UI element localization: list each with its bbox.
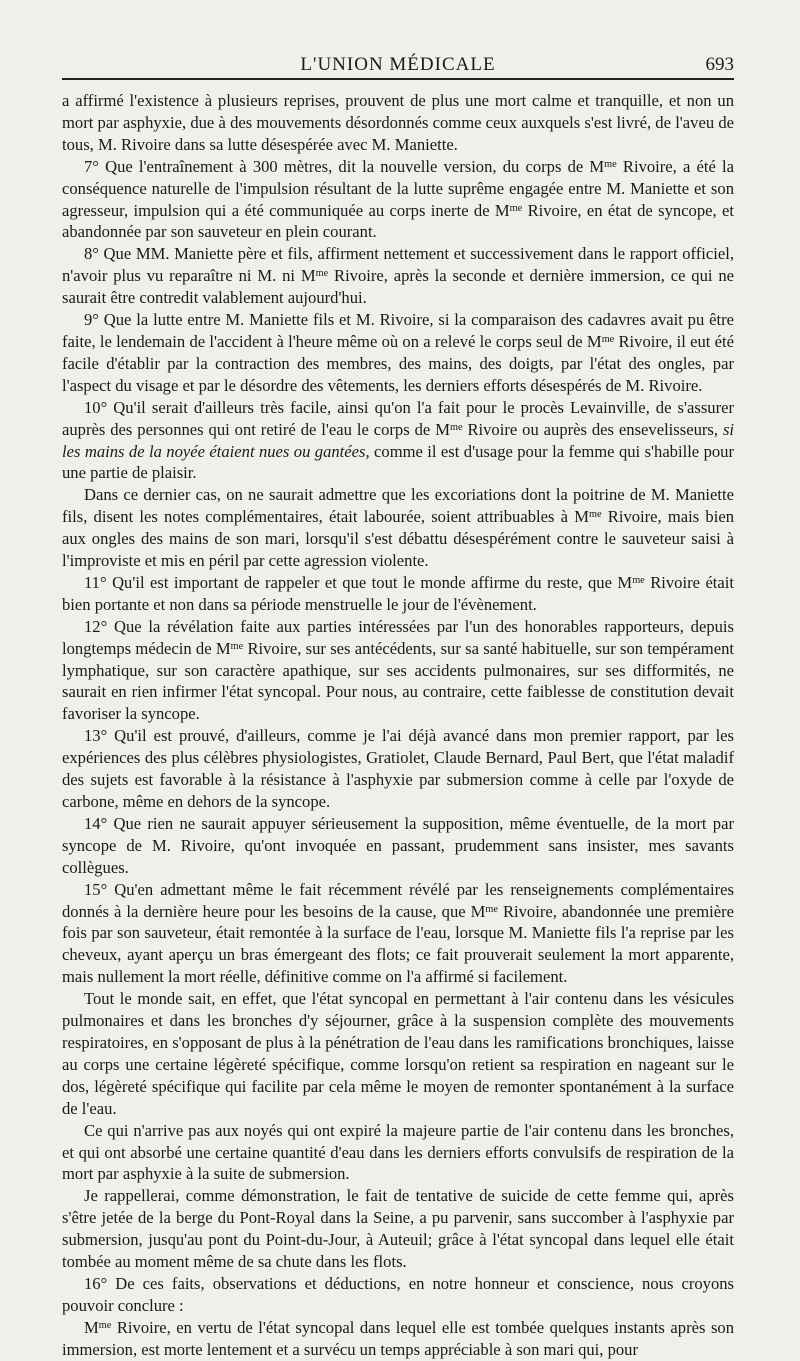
running-title: L'UNION MÉDICALE [300, 54, 496, 75]
superscript: me [98, 1319, 112, 1331]
page-header [62, 52, 734, 80]
superscript: me [601, 333, 615, 345]
article-body [62, 90, 734, 1361]
paragraph: Je rappellerai, comme démonstration, le fait de tentative de suicide de cette femme qui, après s'être jetée de la berge du Pont-Royal dans la Seine, a pu parvenir, sans succomber à l'asphyxie par submersion, jusqu'au pont du Point-du-Jour, à Auteuil; grâce à l'état syncopal dans lequel elle était tombée au moment même de sa chute dans les flots. [62, 1186, 734, 1272]
italic-phrase: si les mains de la noyée étaient nues ou gantées, [62, 419, 735, 461]
paragraph: Ce qui n'arrive pas aux noyés qui ont expiré la majeure partie de l'air contenu dans les bronches, et qui ont absorbé une certaine quantité d'eau dans les derniers efforts convulsifs de respiration de la mort par asphyxie à la suite de submersion. [62, 1120, 734, 1184]
paragraph: Dans ce dernier cas, on ne saurait admettre que les excoriations dont la poitrine de M. Maniette fils, disent les notes complémentaires, était labourée, soient attribuables à $M^{me}$ Rivoire, mais bien aux ongles des mains de son mari, lorsqu'il s'est débattu désespérément contre le sauveteur saisi à l'improviste et mis en péril par cette agression violente. [62, 485, 735, 571]
superscript: me [509, 202, 523, 214]
paragraph: 14° Que rien ne saurait appuyer sérieusement la supposition, même éventuelle, de la mort par syncope de M. Rivoire, qu'ont invoquée en passant, prudemment sans insister, mes savants collègues. [62, 813, 734, 877]
superscript: me [632, 574, 645, 586]
paragraph: 16° De ces faits, observations et déductions, en notre honneur et conscience, nous croyons pouvoir conclure : [62, 1273, 734, 1315]
superscript: me [485, 903, 498, 915]
paragraph [62, 397, 734, 485]
paragraph: 13° Qu'il est prouvé, d'ailleurs, comme je l'ai déjà avancé dans mon premier rapport, par les expériences des plus célèbres physiologistes, Gratiolet, Claude Bernard, Paul Bert, que l'état maladif des sujets est favorable à la résistance à l'asphyxie par submersion comme à celle par l'oxyde de carbone, même en dehors de la syncope. [62, 726, 734, 811]
page-number: 693 [705, 54, 734, 75]
superscript: me [604, 158, 617, 170]
paragraph-text: comme il est d'usage pour la femme qui s'habille pour une partie de plaisir. [62, 441, 735, 483]
paragraph: 7° Que l'entraînement à 300 mètres, dit la nouvelle version, du corps de $M^{me}$ Rivoire, a été la conséquence naturelle de l'impulsion résultant de la lutte suprême engagée entre M. Maniette et son agresseur, impulsion qui a été communiquée au corps inerte de $M^{me}$ Rivoire, en état de syncope, et abandonnée par son sauveteur en plein courant. [62, 156, 734, 242]
paragraph: a affirmé l'existence à plusieurs reprises, prouvent de plus une mort calme et tranquille, et non un mort par asphyxie, due à des mouvements désordonnés comme ceux auxquels s'est livré, de l'aveu de tous, M. Rivoire dans sa lutte désespérée avec M. Maniette. [62, 91, 734, 154]
superscript: me [449, 421, 463, 433]
paragraph-text: 10° Qu'il serait d'ailleurs très facile, ainsi qu'on l'a fait pour le procès Levainville, de s'assurer auprès des personnes qui ont retiré de l'eau le corps de $M^{me}$ Rivoire ou auprès des ensevelisseurs, [62, 397, 734, 439]
paragraph: $M^{me}$ Rivoire, en vertu de l'état syncopal dans lequel elle est tombée quelques instants après son immersion, est morte lentement et a survécu un temps appréciable à son mari qui, pour [62, 1317, 734, 1359]
paragraph: 8° Que MM. Maniette père et fils, affirment nettement et successivement dans le rapport officiel, n'avoir plus vu reparaître ni M. ni $M^{me}$ Rivoire, après la seconde et dernière immersion, ce qui ne saurait être contredit valablement aujourd'hui. [62, 244, 734, 308]
superscript: me [315, 268, 329, 280]
paragraph: 9° Que la lutte entre M. Maniette fils et M. Rivoire, si la comparaison des cadavres avait pu être faite, le lendemain de l'accident à l'heure même où on a relevé le corps seul de $M^{me}$ Rivoire, il eut été facile d'établir par la contraction des membres, des mains, des doigts, par l'état des ongles, par l'aspect du visage et par le désordre des vêtements, les derniers efforts désespérés de M. Rivoire. [62, 310, 734, 395]
paragraph: 12° Que la révélation faite aux parties intéressées par l'un des honorables rapporteurs, depuis longtemps médecin de $M^{me}$ Rivoire, sur ses antécédents, sur sa santé habituelle, sur son tempérament lymphatique, sur son caractère apathique, sur ses accidents pulmonaires, sur ses difformités, ne saurait en rien infirmer l'état syncopal. Pour nous, au contraire, cette faiblesse de constitution devait favoriser la syncope. [62, 616, 734, 724]
paragraph: Tout le monde sait, en effet, que l'état syncopal en permettant à l'air contenu dans les vésicules pulmonaires et dans les bronches d'y séjourner, grâce à la suspension complète des mouvements respiratoires, en s'opposant de plus à la pénétration de l'eau dans les ramifications bronchiques, laisse au corps une certaine légèreté spécifique, comme lorsqu'on retient sa respiration en nageant sur le dos, légèreté spécifique qui facilite par cela même le moyen de remonter spontanément à la surface de l'eau. [62, 989, 734, 1118]
superscript: me [589, 509, 602, 521]
paragraph: 11° Qu'il est important de rappeler et que tout le monde affirme du reste, que $M^{me}$ Rivoire était bien portante et non dans sa période menstruelle le jour de l'évènement. [62, 572, 735, 614]
paragraph: 15° Qu'en admettant même le fait récemment révélé par les renseignements complémentaires donnés à la dernière heure pour les besoins de la cause, que $M^{me}$ Rivoire, abandonnée une première fois par son sauveteur, était remontée à la surface de l'eau, lorsque M. Maniette fils l'a reprise par les cheveux, ayant aperçu un bras émergeant des flots; ce fait prouverait seulement la mort apparente, mais nullement la mort réelle, définitive comme on l'a affirmé si facilement. [62, 879, 734, 987]
superscript: me [230, 640, 244, 652]
